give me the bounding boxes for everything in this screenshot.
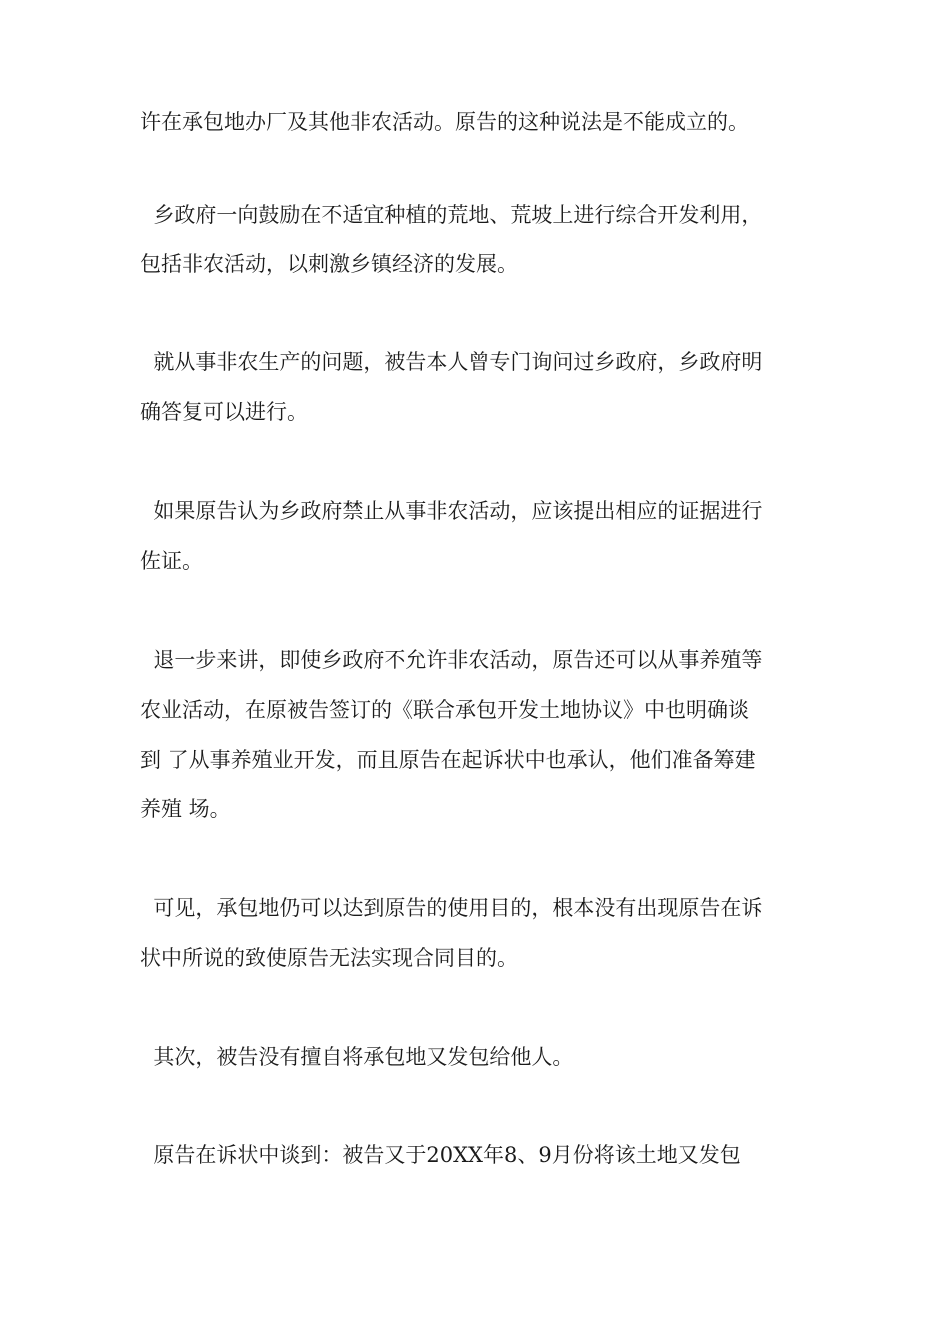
paragraph-line: 其次，被告没有擅自将承包地又发包给他人。	[140, 1045, 574, 1069]
paragraph-line: 确答复可以进行。	[140, 400, 308, 424]
paragraph-line: 乡政府一向鼓励在不适宜种植的荒地、荒坡上进行综合开发利用，	[140, 203, 763, 227]
paragraph-line: 状中所说的致使原告无法实现合同目的。	[140, 946, 518, 970]
paragraph-line: 包括非农活动，以刺激乡镇经济的发展。	[140, 252, 518, 276]
paragraph-line: 就从事非农生产的问题，被告本人曾专门询问过乡政府，乡政府明	[140, 350, 763, 374]
paragraph-line: 许在承包地办厂及其他非农活动。原告的这种说法是不能成立的。	[140, 110, 749, 134]
paragraph-line: 农业活动，在原被告签订的《联合承包开发土地协议》中也明确谈	[140, 698, 749, 722]
paragraph-line: 佐证。	[140, 549, 203, 573]
paragraph-line: 退一步来讲，即使乡政府不允许非农活动，原告还可以从事养殖等	[140, 648, 763, 672]
paragraph-line: 如果原告认为乡政府禁止从事非农活动，应该提出相应的证据进行	[140, 499, 763, 523]
paragraph-line: 原告在诉状中谈到：被告又于20XX年8、9月份将该土地又发包	[140, 1143, 741, 1167]
paragraph-line: 养殖 场。	[140, 797, 231, 821]
paragraph-line: 可见，承包地仍可以达到原告的使用目的，根本没有出现原告在诉	[140, 896, 763, 920]
paragraph-line: 到 了从事养殖业开发，而且原告在起诉状中也承认，他们准备筹建	[140, 748, 756, 772]
